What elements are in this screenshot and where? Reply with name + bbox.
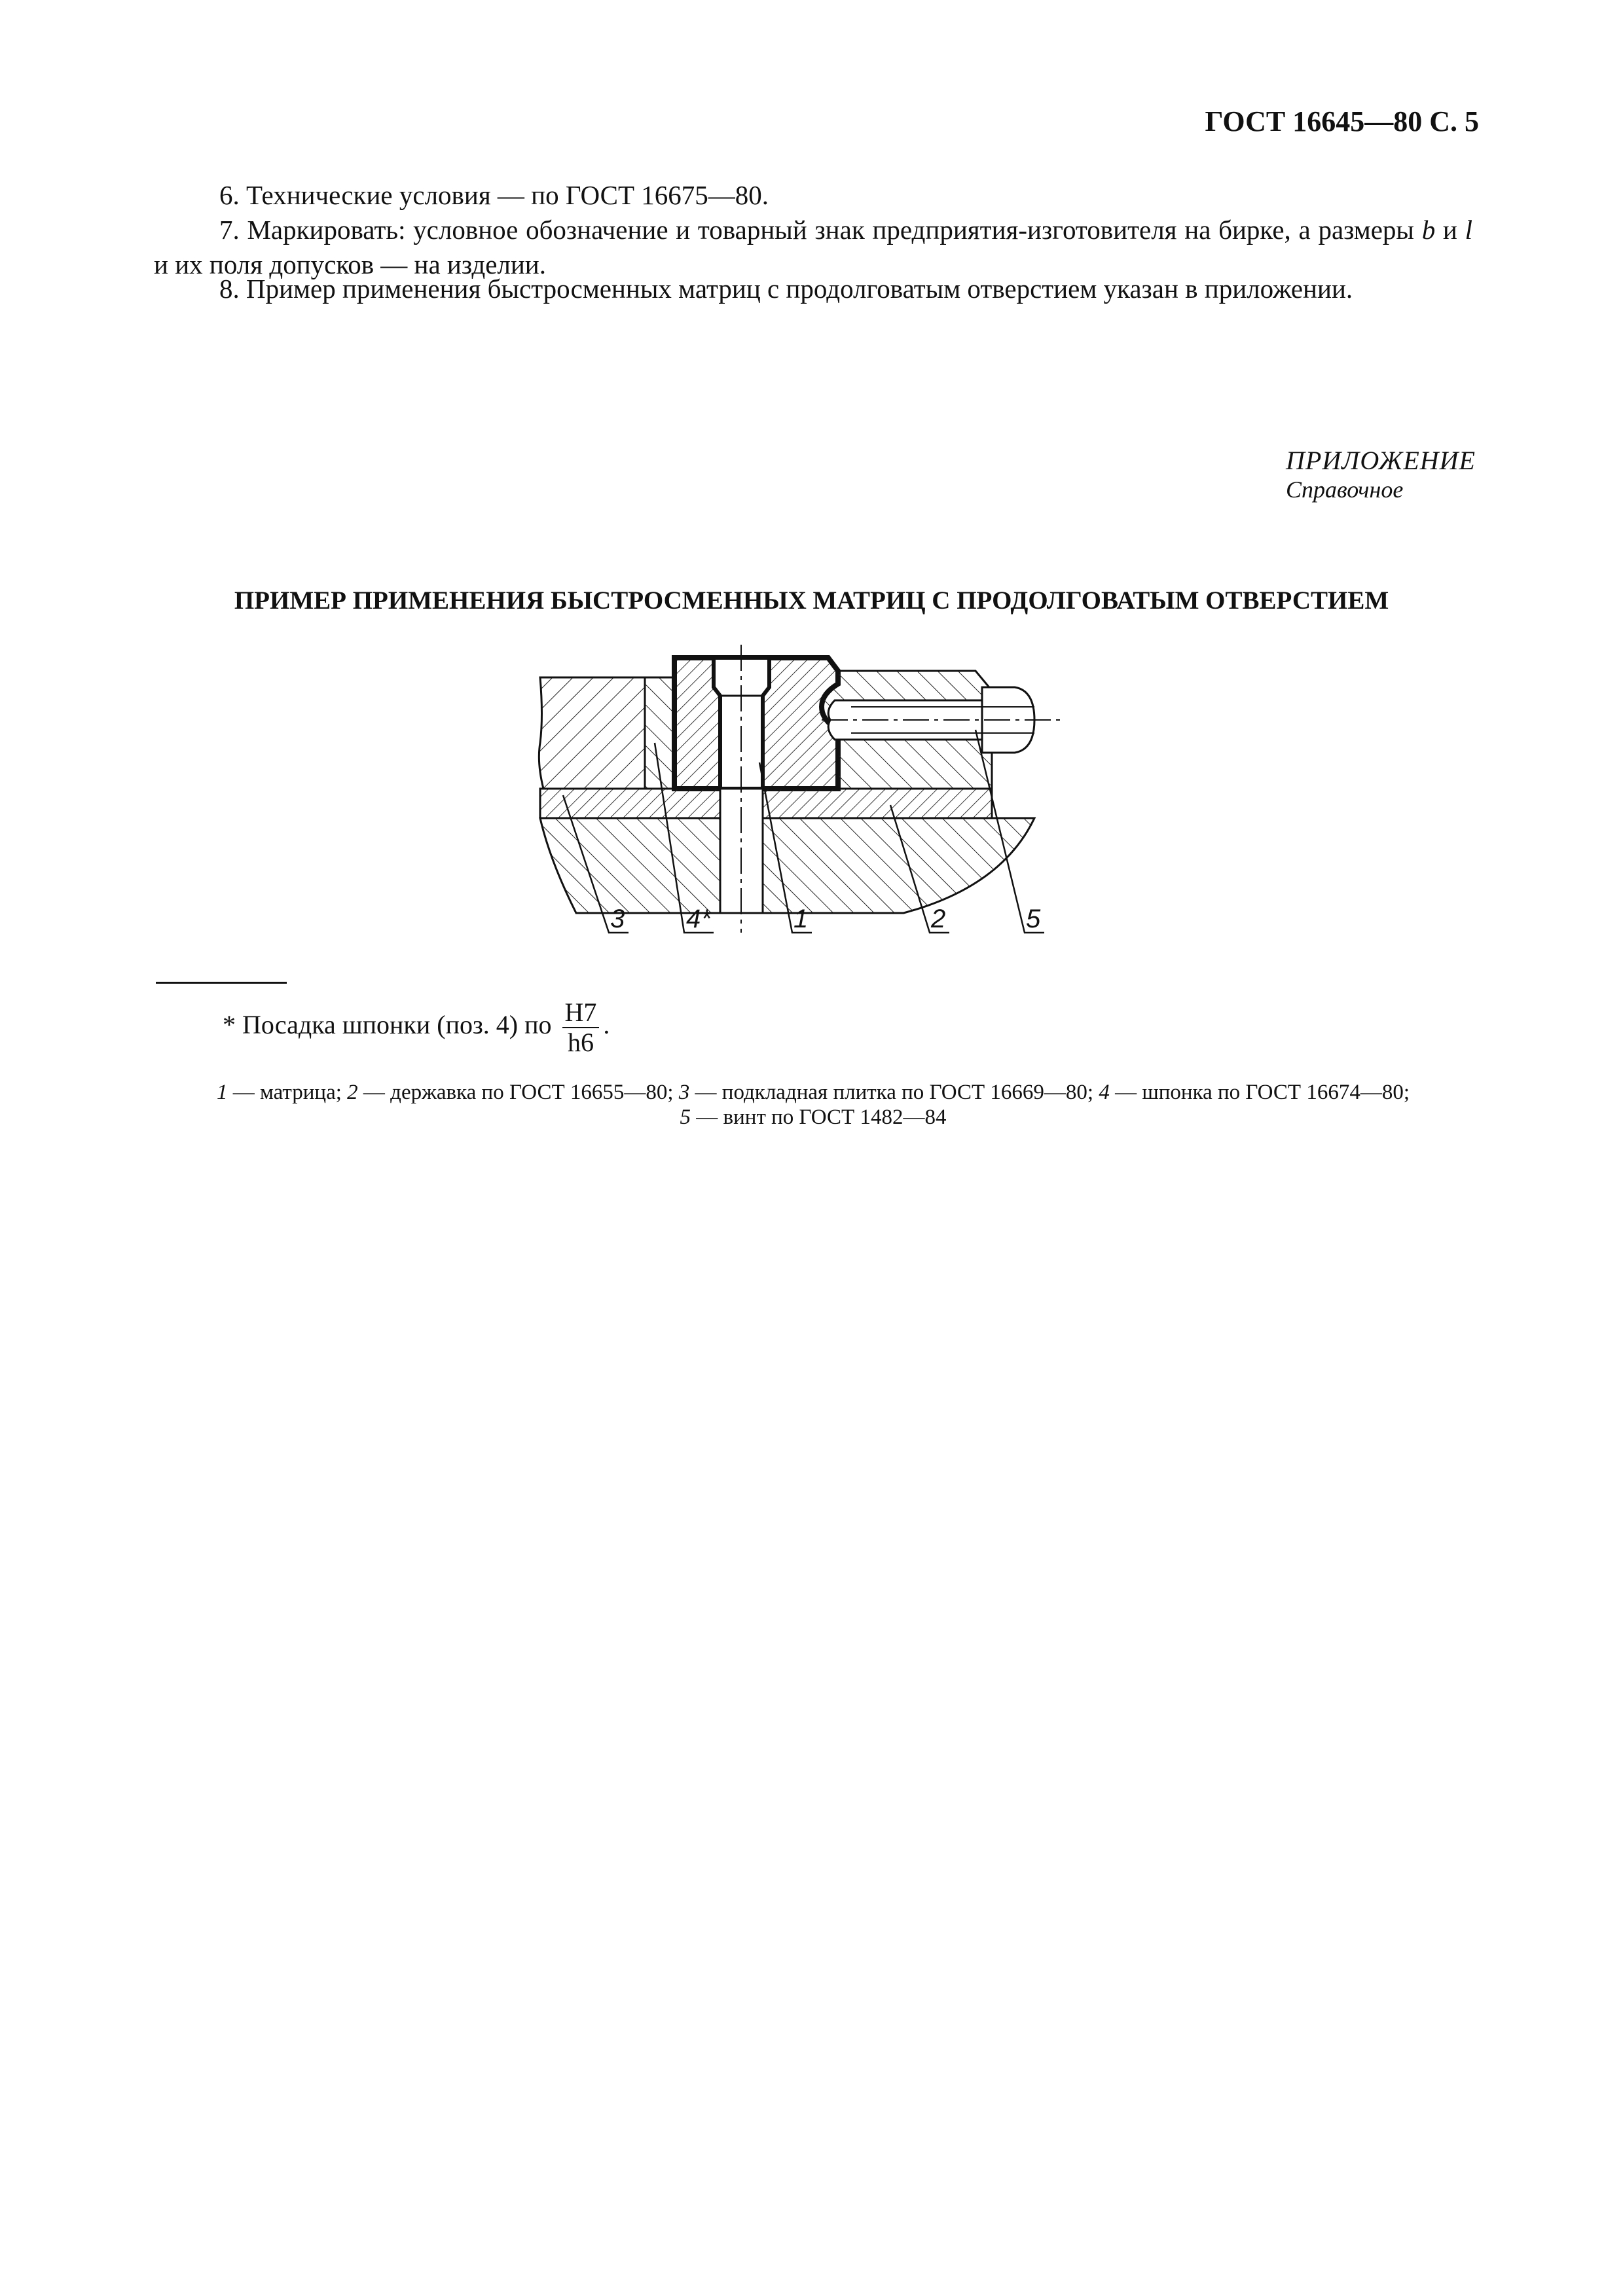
callout-1: 1: [793, 905, 809, 933]
footnote: * Посадка шпонки (поз. 4) по $\frac{H7}{h6}$ .: [223, 997, 610, 1057]
callout-3: 3: [610, 905, 625, 933]
fit-fraction: $\frac{H7}{h6}$: [562, 998, 600, 1057]
page-header: ГОСТ 16645—80 С. 5: [1205, 105, 1479, 137]
paragraph-7: 7. Маркировать: условное обозначение и товарный знак предприятия-изготовителя на бирке, а размеры b и l и их поля допусков — на изделии.: [154, 215, 1472, 279]
appendix-kind: Справочное: [1286, 476, 1404, 503]
paragraph-6: 6. Технические условия — по ГОСТ 16675—80.: [219, 180, 769, 210]
paragraph-8: 8. Пример применения быстросменных матриц с продолговатым отверстием указан в приложении.: [219, 274, 1353, 304]
appendix-heading: [1286, 445, 1476, 503]
callout-4: 4*: [686, 905, 711, 933]
figure-legend: 1 — матрица; 2 — державка по ГОСТ 16655—80; 3 — подкладная плитка по ГОСТ 16669—80; 4 — шпонка по ГОСТ 16674—80; 5 — винт по ГОСТ 1482—84: [216, 1081, 1410, 1129]
base-section: [540, 818, 1034, 913]
holder-left-section: [539, 677, 645, 789]
assembly-drawing: [524, 645, 1100, 959]
callout-5: 5: [1026, 905, 1041, 933]
footnote-rule: [156, 982, 287, 984]
figure-title: ПРИМЕР ПРИМЕНЕНИЯ БЫСТРОСМЕННЫХ МАТРИЦ С ПРОДОЛГОВАТЫМ ОТВЕРСТИЕМ: [234, 586, 1389, 615]
appendix-label: ПРИЛОЖЕНИЕ: [1286, 446, 1476, 475]
callout-2: 2: [931, 905, 946, 933]
